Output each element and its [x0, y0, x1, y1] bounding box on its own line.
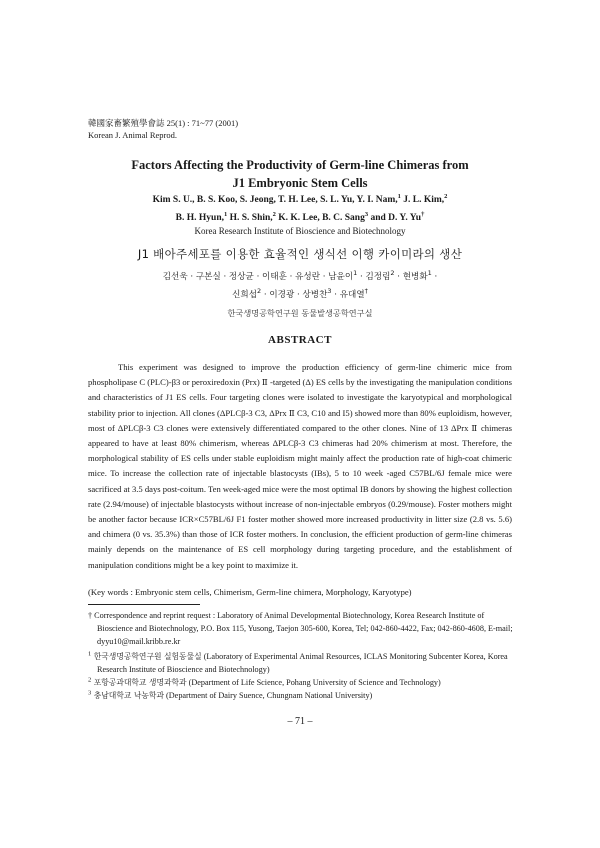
author-line-1	[60, 191, 540, 209]
author-superscript: 2	[444, 192, 448, 200]
korean-affiliation: 한국생명공학연구원 동물발생공학연구실	[227, 308, 373, 318]
korean-author-text: · 현병화	[394, 272, 428, 282]
korean-author-line-1	[90, 268, 510, 286]
journal-reference-korean: 韓國家畜繁殖學會誌 25(1) : 71~77 (2001)	[88, 118, 239, 128]
korean-author-superscript: 2	[390, 269, 395, 278]
paper-title	[60, 156, 540, 192]
korean-author-text: · 이경광 · 상병찬	[261, 290, 328, 300]
author-superscript: †	[421, 210, 425, 218]
author-list	[60, 191, 540, 227]
footnote-1	[88, 650, 521, 676]
footnote-text: Correspondence and reprint request : Laboratory of Animal Developmental Biotechnology, Korea Research Institute of Bioscience and Biotechnology, P.O. Box 115, Yusong, Taejon 305-600, Korea, Tel; 042-860-4422, Fax; 042-860-4608, E-mail; dyyu10@mail.kribb.re.kr	[92, 611, 513, 646]
author-text: Kim S. U., B. S. Koo, S. Jeong, T. H. Lee, S. L. Yu, Y. I. Nam,	[152, 195, 398, 205]
footnote-divider	[88, 604, 200, 605]
author-text: J. L. Kim,	[400, 195, 445, 205]
footnote-text: (Department of Life Science, Pohang University of Science and Technology)	[186, 678, 441, 687]
abstract-body: This experiment was designed to improve the production efficiency of germ-line chimeric mice from phospholipase C (PLC)-β3 or peroxiredoxin (Prx) Ⅱ -targeted (Δ) ES cells by the investigating the manipulation conditions and characteristics of J1 ES cells. Four targeting clones were isolated to investigate the karyotypical and morphological stability prior to injection. All clones (ΔPLCβ-3 C3, ΔPrx Ⅱ C3, C10 and I5) showed more than 80% euploidism, however, most of ΔPLCβ-3 C3 clones were extensively differentiated compared to the other clones. Nine of 13 ΔPrx Ⅱ chimeras appeared to have at least 80% chimerism, whereas ΔPLCβ-3 C3 chimeras had 20% chimerism at most. Therefore, the morphological stability of ES cells under stable euploidism might mainly affect the production rate of high-coat chimeric mice. To increase the collection rate of injectable blastocysts (IBs), 5 to 10 week -aged C57BL/6J female mice were sacrificed at 3.5 days post-coitum. Ten week-aged mice were the most optimal IB donors by showing the highest collection rate (2.94/mouse) of injectable blastocysts without increase of non-injectable embryos (0.29/mouse). Foster mothers might be another factor because ICR×C57BL/6J F1 foster mother showed more increased productivity in litter size (2.8 vs. 5.6) and chimera (0 vs. 35.3%) than those of ICR foster mothers. In conclusion, the efficient production of germ-line chimeras mainly depends on the maintenance of ES cell morphology during targeting procedure, and the establishment of manipulation conditions might be a key point to maximize it.	[88, 362, 512, 570]
abstract-heading: ABSTRACT	[268, 334, 332, 346]
author-text: and D. Y. Yu	[368, 213, 422, 223]
keywords: (Key words : Embryonic stem cells, Chimerism, Germ-line chimera, Morphology, Karyotype)	[88, 587, 412, 597]
footnote-text: (Laboratory of Experimental Animal Resources, ICLAS Monitoring Subcenter Korea, Korea Research Institute of Bioscience and Biotechnology)	[97, 652, 508, 674]
footnote-mark: 1	[88, 650, 92, 658]
korean-author-superscript: 3	[327, 287, 332, 296]
author-text: H. S. Shin,	[227, 213, 273, 223]
journal-reference	[88, 117, 238, 141]
footnote-correspondence	[88, 609, 521, 648]
footnote-3	[88, 689, 521, 702]
paper-title-line-1: Factors Affecting the Productivity of Germ-line Chimeras from	[131, 158, 469, 172]
author-superscript: 3	[364, 210, 369, 218]
page-number: – 71 –	[287, 716, 313, 727]
korean-author-text: · 유대열	[331, 290, 365, 300]
footnote-korean-text: 충남대학교 낙농학과	[91, 691, 164, 700]
author-superscript: 1	[223, 210, 228, 218]
korean-author-superscript: 2	[257, 287, 262, 296]
korean-author-line-2	[90, 286, 510, 304]
korean-author-superscript: 1	[353, 269, 358, 278]
author-superscript: 2	[272, 210, 276, 218]
footnote-mark: †	[88, 611, 93, 620]
korean-title: J1 배아주세포를 이용한 효율적인 생식선 이행 카이미라의 생산	[137, 247, 463, 261]
korean-author-text: 김선욱 · 구본실 · 정상균 · 이태훈 · 유성란 · 남윤이	[162, 272, 354, 282]
footnote-korean-text: 포항공과대학교 생명과학과	[91, 678, 187, 687]
korean-author-list	[90, 268, 510, 304]
korean-author-superscript: †	[364, 287, 368, 296]
korean-author-text: 신희섭	[232, 290, 258, 300]
korean-author-text: ·	[431, 272, 438, 282]
footnote-mark: 2	[88, 676, 92, 684]
journal-reference-english: Korean J. Animal Reprod.	[88, 130, 177, 140]
footnote-text: (Department of Dairy Suence, Chungnam National University)	[164, 691, 373, 700]
paper-title-line-2: J1 Embryonic Stem Cells	[232, 176, 368, 190]
korean-author-superscript: 1	[427, 269, 432, 278]
affiliation: Korea Research Institute of Bioscience and Biotechnology	[194, 226, 406, 236]
author-text: K. K. Lee, B. C. Sang	[275, 213, 365, 223]
author-superscript: 1	[397, 192, 401, 200]
footnote-2	[88, 676, 521, 689]
footnote-mark: 3	[88, 689, 92, 697]
author-text: B. H. Hyun,	[175, 213, 224, 223]
korean-author-text: · 김정림	[357, 272, 391, 282]
footnote-korean-text: 한국생명공학연구원 실험동물실	[91, 652, 202, 661]
